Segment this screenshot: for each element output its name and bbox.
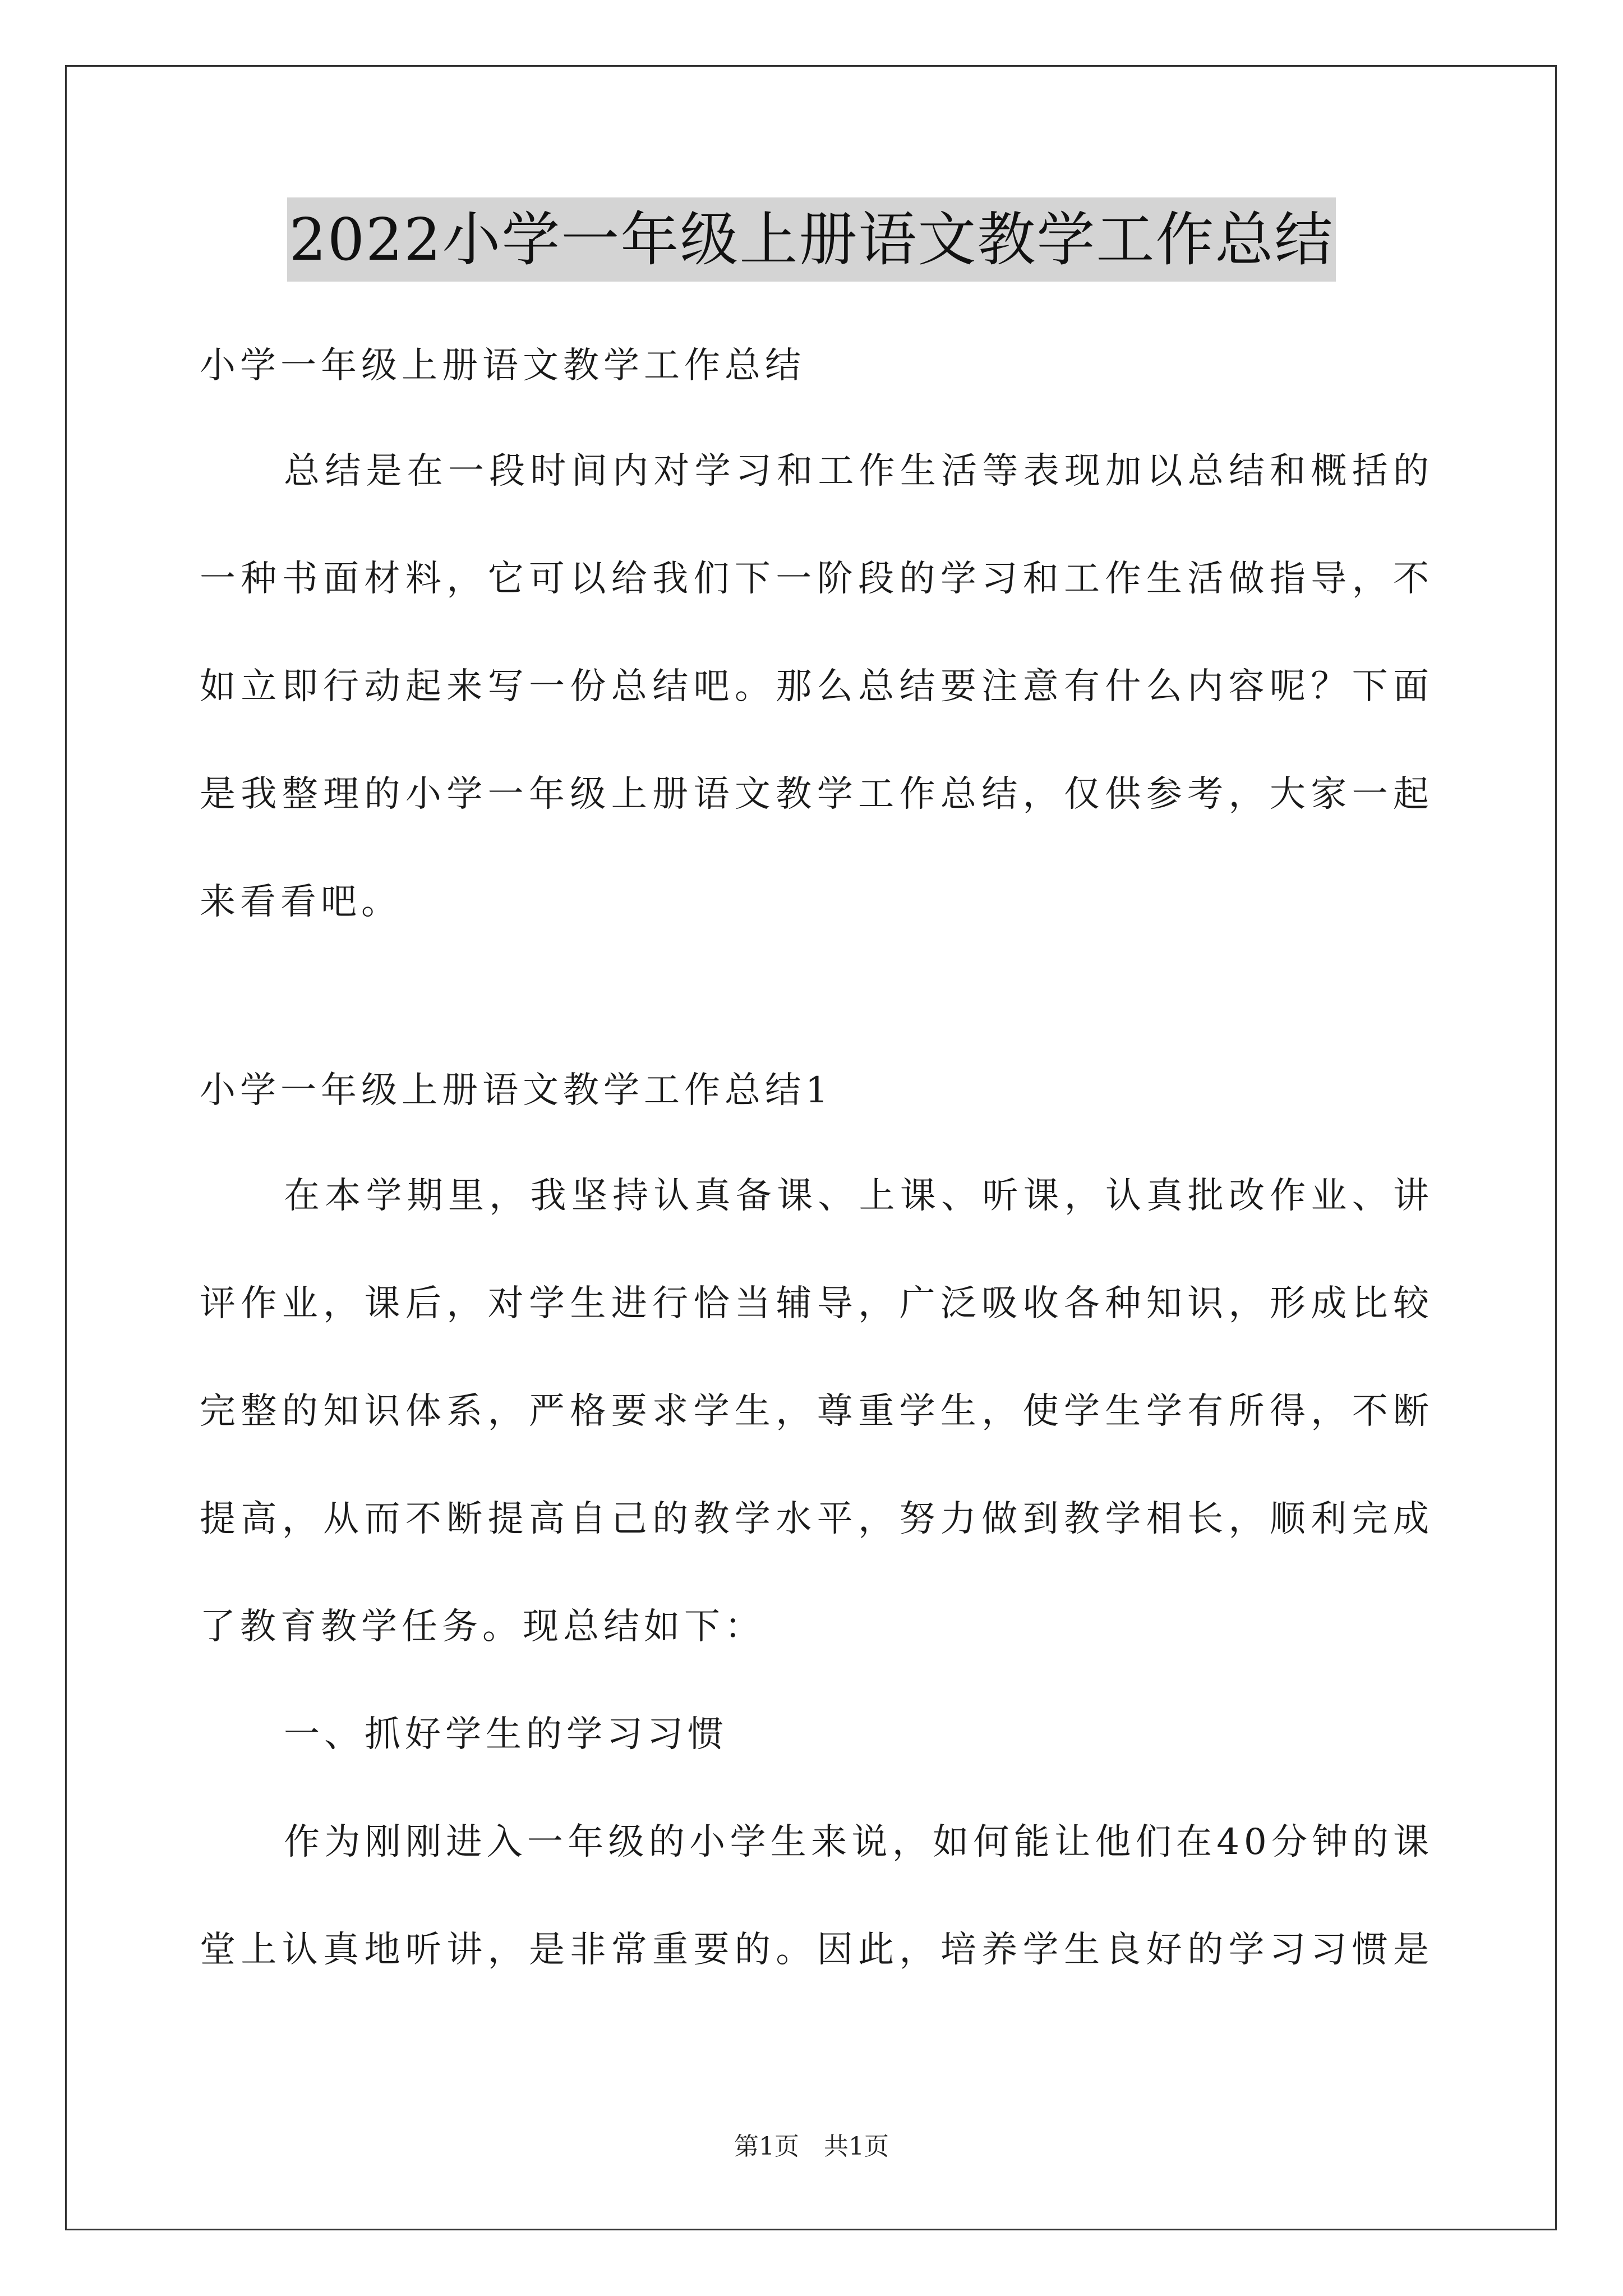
paragraph-line: 提高，从而不断提高自己的教学水平，努力做到教学相长，顺利完成 <box>200 1498 1433 1540</box>
document-title: 2022小学一年级上册语文教学工作总结 <box>287 197 1336 282</box>
paragraph-line: 完整的知识体系，严格要求学生，尊重学生，使学生学有所得，不断 <box>200 1391 1433 1432</box>
paragraph-line: 总结是在一段时间内对学习和工作生活等表现加以总结和概括的 <box>284 450 1433 492</box>
paragraph-line: 堂上认真地听讲，是非常重要的。因此，培养学生良好的学习习惯是 <box>200 1929 1433 1971</box>
section-heading: 小学一年级上册语文教学工作总结1 <box>200 1070 833 1111</box>
paragraph-line: 在本学期里，我坚持认真备课、上课、听课，认真批改作业、讲 <box>284 1175 1433 1217</box>
paragraph-line: 了教育教学任务。现总结如下： <box>200 1606 765 1648</box>
paragraph-line: 评作业，课后，对学生进行恰当辅导，广泛吸收各种知识，形成比较 <box>200 1283 1433 1324</box>
page-footer: 第1页 共1页 <box>734 2132 889 2161</box>
paragraph-line: 如立即行动起来写一份总结吧。那么总结要注意有什么内容呢？下面 <box>200 666 1433 707</box>
title-container <box>0 197 1623 282</box>
page-border <box>65 65 1557 2230</box>
subsection-heading: 一、抓好学生的学习习惯 <box>284 1714 728 1755</box>
paragraph-line: 来看看吧。 <box>200 881 402 923</box>
paragraph-line: 一种书面材料，它可以给我们下一阶段的学习和工作生活做指导，不 <box>200 558 1433 600</box>
subtitle-line: 小学一年级上册语文教学工作总结 <box>200 345 805 386</box>
paragraph-line: 作为刚刚进入一年级的小学生来说，如何能让他们在40分钟的课 <box>284 1821 1433 1863</box>
paragraph-line: 是我整理的小学一年级上册语文教学工作总结，仅供参考，大家一起 <box>200 774 1433 815</box>
